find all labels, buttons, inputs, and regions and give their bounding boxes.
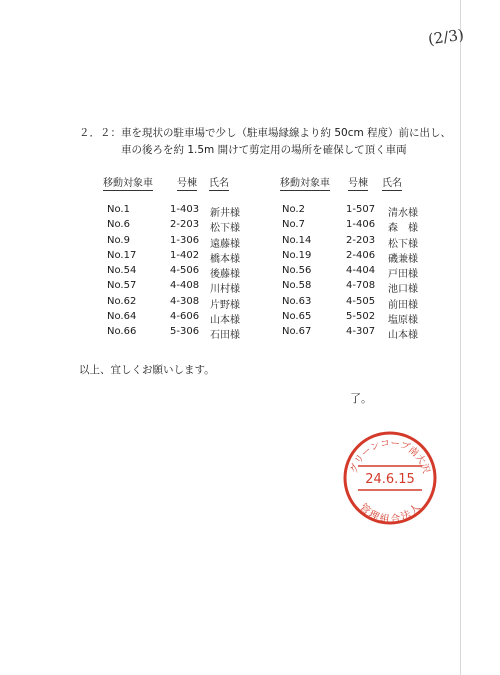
resident-name: 新井様 [210, 208, 240, 219]
header-car: 移動対象車 [280, 174, 330, 191]
building-number: 4-606 [170, 311, 200, 323]
building-number: 2-203 [170, 219, 200, 231]
building-number: 4-307 [346, 326, 376, 338]
car-number: No.67 [282, 326, 312, 338]
car-number: No.62 [107, 295, 137, 307]
page-edge-line [460, 0, 461, 675]
car-number: No.63 [282, 295, 312, 307]
car-number: No.54 [107, 265, 137, 277]
building-number: 4-708 [346, 280, 376, 292]
building-number: 1-406 [346, 219, 376, 231]
resident-name: 片野様 [210, 299, 240, 311]
car-number: No.58 [282, 280, 312, 292]
seal-date: 24.6.15 [365, 472, 415, 487]
end-mark: 了。 [350, 392, 372, 405]
building-number: 2-406 [346, 249, 376, 261]
resident-name: 松下様 [210, 223, 240, 235]
association-seal [342, 430, 438, 526]
building-number: 2-203 [346, 234, 376, 246]
building-number: 4-505 [346, 295, 376, 307]
car-number: No.19 [282, 249, 312, 261]
resident-name: 清水様 [388, 208, 418, 219]
building-number: 1-403 [170, 204, 200, 215]
building-number: 4-404 [346, 265, 376, 277]
building-number: 5-306 [170, 326, 200, 338]
car-number: No.14 [282, 234, 312, 246]
closing-text: 以上、宜しくお願いします。 [79, 364, 215, 376]
car-number: No.2 [282, 204, 305, 215]
car-number: No.17 [107, 249, 137, 261]
car-number: No.56 [282, 265, 312, 277]
car-number: No.7 [282, 219, 305, 231]
building-number: 4-506 [170, 265, 200, 277]
header-name: 氏名 [382, 174, 402, 191]
car-number: No.6 [107, 219, 130, 231]
resident-name: 塩原様 [388, 315, 418, 327]
building-number: 1-306 [170, 234, 200, 246]
header-name: 氏名 [209, 174, 229, 191]
header-building: 号棟 [177, 174, 197, 191]
car-number: No.64 [107, 311, 137, 323]
building-number: 1-402 [170, 249, 200, 261]
resident-name: 森 様 [388, 223, 418, 235]
building-number: 4-408 [170, 280, 200, 292]
resident-name: 橋本様 [210, 253, 240, 265]
building-number: 5-502 [346, 311, 376, 323]
resident-name: 前田様 [388, 299, 418, 311]
building-number: 4-308 [170, 295, 200, 307]
resident-name: 川村様 [210, 284, 240, 296]
page-number: (2/3) [426, 25, 465, 49]
resident-name: 石田様 [210, 330, 240, 342]
resident-name: 山本様 [210, 315, 240, 327]
car-number: No.57 [107, 280, 137, 292]
header-car: 移動対象車 [103, 174, 153, 191]
seal-top-text: グリーンコープ南大沢 [348, 437, 432, 475]
seal-bottom-text: 管理組合法人 [357, 502, 423, 526]
car-number: No.1 [107, 204, 130, 215]
car-number: No.66 [107, 326, 137, 338]
resident-name: 山本様 [388, 330, 418, 342]
building-number: 1-507 [346, 204, 376, 215]
resident-name: 池口様 [388, 284, 418, 296]
intro-line-1: ２．２：車を現状の駐車場で少し（駐車場縁線より約 50cm 程度）前に出し、 [79, 127, 452, 139]
resident-name: 遠藤様 [210, 238, 240, 250]
resident-name: 磯兼様 [388, 253, 418, 265]
resident-name: 後藤様 [210, 269, 240, 281]
intro-line-2: 車の後ろを約 1.5m 開けて剪定用の場所を確保して頂く車両 [121, 144, 407, 156]
car-number: No.9 [107, 234, 130, 246]
car-number: No.65 [282, 311, 312, 323]
header-building: 号棟 [348, 174, 368, 191]
resident-name: 松下様 [388, 238, 418, 250]
resident-name: 戸田様 [388, 269, 418, 281]
